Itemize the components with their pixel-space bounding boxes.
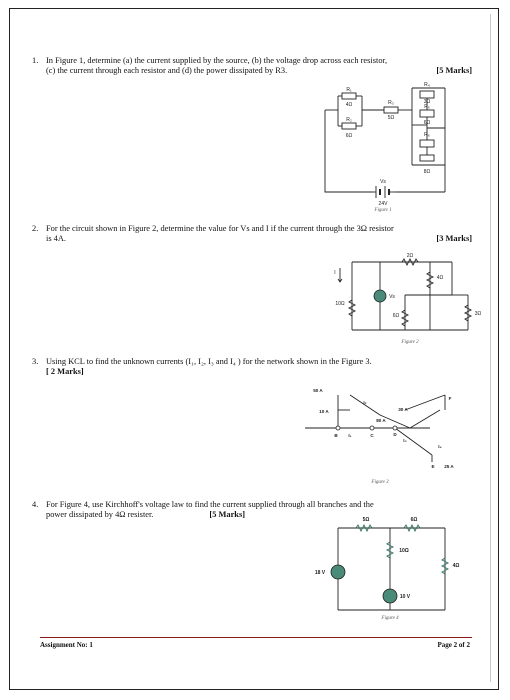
question-text: power dissipated by 4Ω resister. (46, 510, 154, 519)
marks-label: [5 Marks] (209, 510, 245, 519)
r6-value: 6Ω (423, 120, 431, 126)
r1-value: 4Ω (345, 102, 353, 108)
r4-value: 3Ω (423, 99, 431, 105)
r10-label: 10Ω (335, 301, 345, 307)
current-80a: 80 A (376, 418, 386, 423)
current-30a: 30 A (398, 407, 408, 412)
current-i4: I₄ (438, 444, 442, 449)
marks-label: [3 Marks] (436, 234, 472, 243)
question-text: is 4A. (46, 234, 67, 243)
current-i2: I₂ (363, 400, 367, 405)
current-50a: 50 A (313, 388, 323, 393)
current-i1: I₁ (348, 433, 352, 438)
question-number: 1. (32, 56, 39, 65)
assignment-number: Assignment No: 1 (40, 641, 93, 649)
question-number: 2. (32, 224, 39, 233)
r4-label: 4Ω (452, 563, 460, 569)
r5-label: 5Ω (362, 517, 370, 523)
current-i3: I₃ (403, 438, 407, 443)
marks-label: [ 2 Marks] (46, 367, 84, 376)
r3-label: R₃ (388, 100, 394, 106)
question-text: In Figure 1, determine (a) the current supplied by the source, (b) the voltage drop across each resistor, (46, 56, 388, 65)
r3-label: 3Ω (474, 311, 482, 317)
figure-4-caption: Figure 4 (381, 616, 399, 621)
question-number: 4. (32, 500, 39, 509)
r6-label: 6Ω (392, 313, 400, 319)
footer-rule (40, 637, 472, 638)
r4-label: R₄ (424, 82, 430, 88)
node-b: B (334, 433, 338, 438)
current-10a: 10 A (319, 409, 329, 414)
node-e: E (431, 464, 435, 469)
r7-value: 8Ω (423, 169, 431, 175)
marks-label: [5 Marks] (436, 66, 472, 75)
figure-1-caption: Figure 1 (374, 208, 392, 213)
voltage-18v: 18 V (314, 570, 326, 576)
question-text: (c) the current through each resistor and (d) the power dissipated by R3. (46, 66, 288, 75)
r10-label: 10Ω (399, 548, 409, 554)
vs-label: Vs (389, 294, 395, 300)
r5-label: R₅ (424, 104, 430, 110)
vs-label: Vs (380, 179, 386, 185)
r1-label: R₁ (346, 87, 352, 93)
source-10v (383, 589, 397, 603)
r6-label: 6Ω (410, 517, 418, 523)
r2-label: 2Ω (406, 253, 414, 259)
question-text: For the circuit shown in Figure 2, determine the value for Vs and I if the current through the 3Ω resistor (46, 224, 394, 233)
current-25a: 25 A (444, 464, 454, 469)
voltage-label: 24V (378, 201, 388, 207)
node-d: D (393, 432, 397, 437)
figure-3-caption: Figure 3 (371, 480, 389, 485)
voltage-10v: 10 V (399, 594, 411, 600)
question-number: 3. (32, 357, 39, 366)
question-text: For Figure 4, use Kirchhoff's voltage law to find the current supplied through all branches and the (46, 500, 374, 509)
node-c: C (370, 433, 374, 438)
current-label: I (334, 270, 336, 276)
source-18v (331, 565, 345, 579)
question-text: Using KCL to find the unknown currents (I₁, I₂, I₃ and I₄ ) for the network shown in the Figure 3. (46, 357, 372, 366)
r4-label: 4Ω (436, 275, 444, 281)
page-number: Page 2 of 2 (437, 641, 470, 649)
r2-label: R₂ (346, 117, 352, 123)
figure-2-caption: Figure 2 (401, 340, 419, 345)
r2-value: 6Ω (345, 133, 353, 139)
r3-value: 5Ω (387, 115, 395, 121)
r6-label: R₆ (424, 132, 430, 138)
node-f: F (448, 396, 452, 401)
